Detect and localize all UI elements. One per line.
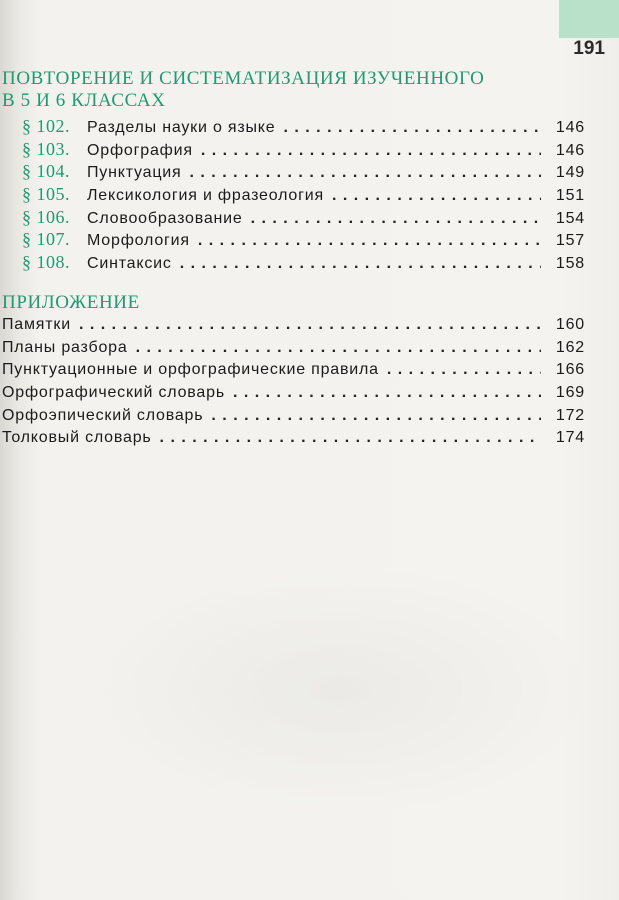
toc-entry[interactable]	[22, 116, 585, 139]
bleed-through-shadow	[80, 560, 600, 820]
toc-entry-label: Орфоэпический словарь	[2, 406, 204, 424]
toc-entry-label: Орфографический словарь	[2, 384, 225, 402]
leader-dots	[233, 384, 541, 402]
toc-entry-page: 166	[555, 361, 585, 379]
toc-entry[interactable]	[2, 361, 585, 384]
toc-entry[interactable]	[2, 339, 585, 362]
leader-dots	[198, 232, 541, 250]
leader-dots	[136, 339, 541, 357]
leader-dots	[190, 164, 541, 182]
page-number: 191	[573, 38, 605, 59]
toc-entry-label: Толковый словарь	[2, 429, 152, 447]
toc-entry-label: Планы разбора	[2, 338, 128, 356]
leader-dots	[251, 210, 541, 228]
toc-entry-label: Словообразование	[87, 209, 243, 227]
toc-entry-number: § 108.	[22, 252, 70, 273]
toc-entry[interactable]	[22, 252, 585, 275]
toc-entry-page: 149	[555, 164, 585, 182]
toc-entry-label: Пунктуация	[87, 164, 182, 182]
toc-entry[interactable]	[2, 316, 585, 339]
toc-entry-page: 158	[555, 255, 585, 273]
toc-entry-number: § 102.	[22, 116, 70, 136]
toc-entry-label: Орфография	[87, 141, 193, 159]
toc-entry-page: 154	[555, 209, 585, 227]
toc-entry[interactable]	[22, 139, 585, 162]
toc-list-appendix	[2, 316, 585, 452]
toc-entry-page: 162	[555, 338, 585, 356]
toc-entry-page: 174	[555, 429, 585, 447]
section-title-review	[2, 68, 484, 112]
toc-entry-label: Лексикология и фразеология	[87, 187, 324, 205]
leader-dots	[211, 407, 541, 425]
section-title-line: ПРИЛОЖЕНИЕ	[2, 292, 140, 313]
toc-entry[interactable]	[2, 384, 585, 407]
toc-entry-number: § 105.	[22, 184, 70, 205]
section-title-appendix	[2, 292, 140, 314]
toc-entry-page: 157	[555, 232, 585, 250]
toc-entry-number: § 106.	[22, 206, 70, 227]
toc-entry-page: 146	[555, 141, 585, 159]
toc-entry-label: Синтаксис	[87, 255, 172, 273]
section-title-line: ПОВТОРЕНИЕ И СИСТЕМАТИЗАЦИЯ ИЗУЧЕННОГО	[2, 68, 485, 89]
leader-dots	[160, 429, 541, 447]
toc-entry-page: 160	[555, 316, 585, 333]
toc-entry-label: Памятки	[2, 316, 71, 333]
toc-entry-number: § 104.	[22, 161, 70, 182]
toc-entry-page: 146	[555, 119, 585, 136]
leader-dots	[284, 119, 542, 137]
section-title-line: В 5 И 6 КЛАССАХ	[2, 90, 166, 111]
toc-entry-label: Морфология	[87, 232, 190, 250]
toc-entry[interactable]	[22, 161, 585, 184]
toc-entry-number: § 107.	[22, 229, 70, 250]
toc-entry[interactable]	[2, 407, 585, 430]
toc-entry-page: 151	[555, 187, 585, 205]
toc-entry[interactable]	[22, 229, 585, 252]
toc-entry[interactable]	[2, 429, 585, 452]
toc-entry-page: 169	[555, 384, 585, 402]
toc-entry-label: Пунктуационные и орфографические правила	[2, 361, 379, 379]
toc-entry-number: § 103.	[22, 138, 70, 159]
toc-entry[interactable]	[22, 184, 585, 207]
leader-dots	[79, 316, 541, 334]
page-tab-marker	[559, 0, 619, 38]
toc-list-review	[22, 116, 585, 275]
leader-dots	[180, 255, 541, 273]
toc-entry-page: 172	[555, 406, 585, 424]
leader-dots	[332, 187, 541, 205]
toc-entry[interactable]	[22, 207, 585, 230]
leader-dots	[387, 361, 541, 379]
toc-entry-label: Разделы науки о языке	[87, 119, 276, 136]
leader-dots	[201, 142, 541, 160]
